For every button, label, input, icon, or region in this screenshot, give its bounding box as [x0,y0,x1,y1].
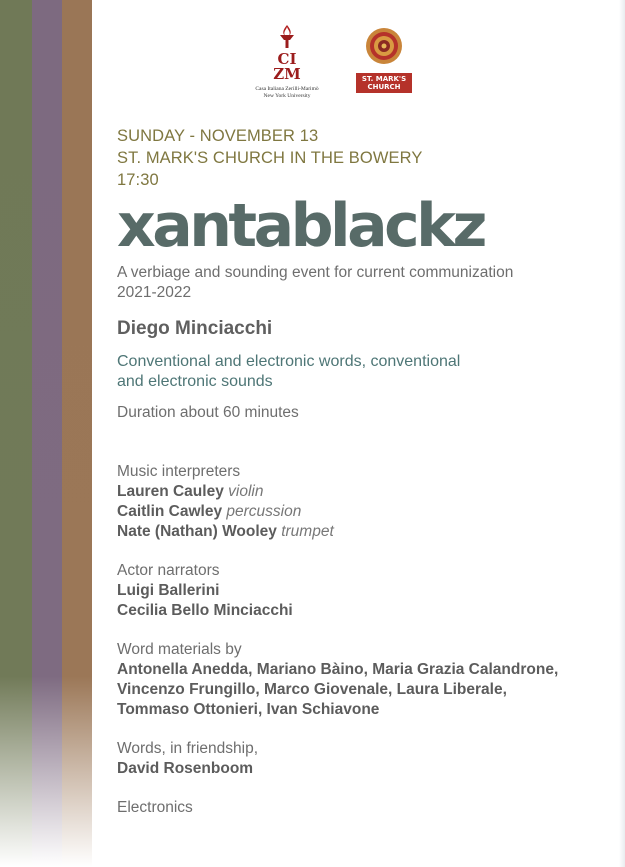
words-authors-line: Vincenzo Frungillo, Marco Giovenale, Laura Liberale, [117,681,507,698]
cizm-caption [250,86,324,100]
cizm-line2: ZM [273,65,301,83]
actor-name: Luigi Ballerini [117,582,220,599]
cizm-caption-line1: Casa Italiana Zerilli-Marimò [255,86,319,92]
friendship-heading: Words, in friendship, [117,740,258,757]
words-authors-line: Tommaso Ottonieri, Ivan Schiavone [117,701,380,718]
cizm-logo [250,24,324,100]
stripe-olive [0,0,32,867]
musician-name: Lauren Cauley [117,483,224,500]
event-subtitle-line1: A verbiage and sounding event for current communization [117,264,514,281]
words-authors-line: Antonella Anedda, Mariano Bàino, Maria Grazia Calandrone, [117,661,559,678]
stripe-purple [32,0,62,867]
musician-row [117,522,334,542]
event-title: xantablackz [117,191,484,261]
event-subtitle-line2: 2021-2022 [117,284,192,301]
st-marks-line1: ST. MARK'S [361,75,407,83]
musician-row [117,482,263,502]
friendship-name: David Rosenboom [117,760,254,777]
words-heading: Word materials by [117,641,242,658]
cizm-line1: CI [277,50,297,68]
musician-row [117,502,301,522]
torch-icon [274,24,300,48]
actors-heading: Actor narrators [117,562,220,579]
cizm-caption-line2: New York University [263,93,311,99]
electronics-heading: Electronics [117,799,193,816]
musician-name: Nate (Nathan) Wooley [117,523,277,540]
musician-role: trumpet [281,523,334,540]
event-time: 17:30 [117,171,159,189]
rose-window-icon [365,27,403,65]
event-description-line2: and electronic sounds [117,373,273,390]
st-marks-line2: CHURCH [367,83,401,91]
st-marks-logo [356,27,412,93]
musician-role: violin [228,483,264,500]
actor-name: Cecilia Bello Minciacchi [117,602,293,619]
stripe-brown [62,0,92,867]
music-heading: Music interpreters [117,463,241,480]
cizm-letters [250,52,324,82]
event-venue: ST. MARK'S CHURCH IN THE BOWERY [117,149,423,167]
page-edge [619,0,625,867]
musician-role: percussion [226,503,302,520]
event-date: SUNDAY - NOVEMBER 13 [117,127,319,145]
musician-name: Caitlin Cawley [117,503,223,520]
event-description-line1: Conventional and electronic words, conventional [117,353,461,370]
event-duration: Duration about 60 minutes [117,404,299,421]
author-name: Diego Minciacchi [117,318,273,339]
st-marks-wordmark [356,73,412,93]
decorative-stripes [0,0,92,867]
